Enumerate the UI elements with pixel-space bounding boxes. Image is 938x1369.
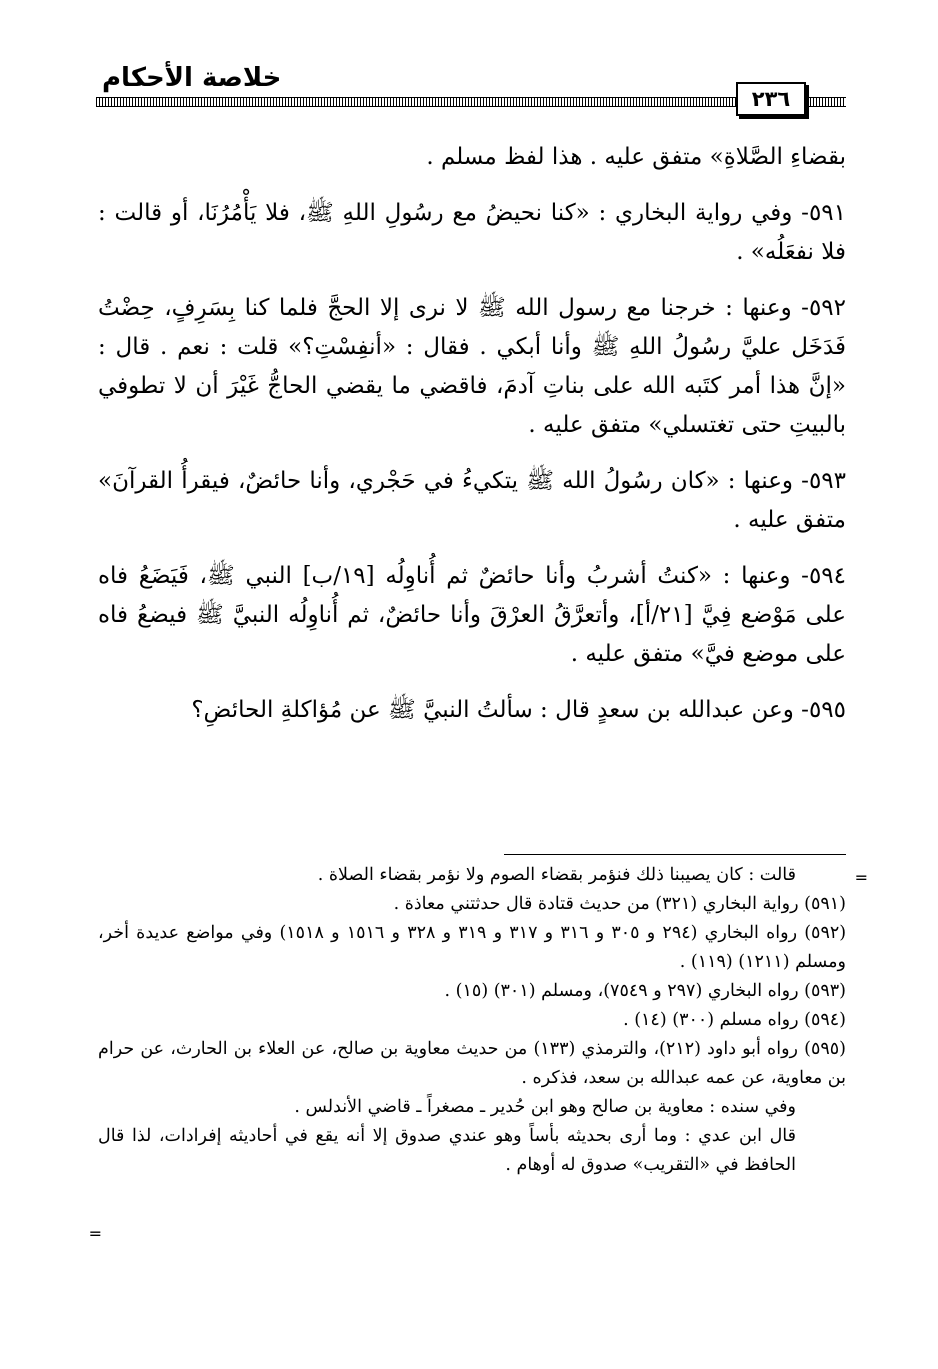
footnote-595-note-1: وفي سنده : معاوية بن صالح وهو ابن حُدير ـ مصغراً ـ قاضي الأندلس .: [294, 1097, 796, 1117]
main-text: [98, 138, 846, 747]
footnote-591: (٥٩١) رواية البخاري (٣٢١) من حديث قتادة قال حدثتني معاذة .: [393, 894, 846, 914]
footnote-rule: [504, 854, 846, 855]
running-header: [96, 58, 846, 118]
footnote-592: (٥٩٢) رواه البخاري (٢٩٤ و ٣٠٥ و ٣١٦ و ٣١٧ و ٣١٩ و ٣٢٨ و ١٥١٦ و ١٥١٨) وفي مواضع عديدة أخر، ومسلم (١٢١١) (١١٩) .: [98, 923, 847, 972]
footnote-continued: قالت : كان يصيبنا ذلك فنؤمر بقضاء الصوم ولا نؤمر بقضاء الصلاة .: [317, 865, 796, 885]
page-number: ٢٣٦: [736, 82, 806, 116]
footnote-593: (٥٩٣) رواه البخاري (٢٩٧ و ٧٥٤٩)، ومسلم (٣٠١) (١٥) .: [444, 981, 846, 1001]
footnote-595: (٥٩٥) رواه أبو داود (٢١٢)، والترمذي (١٣٣) من حديث معاوية بن صالح، عن العلاء بن الحارث، عن حرام بن معاوية، عن عمه عبدالله بن سعد، فذكره .: [98, 1039, 846, 1088]
hadith-591: ٥٩١- وفي رواية البخاري : «كنا نحيضُ مع رسُولِ اللهِ ﷺ، فلا يَأْمُرُنَا، أو قالت : فلا نفعَلُه» .: [98, 200, 846, 265]
paragraph-continuation: بقضاءِ الصَّلاةِ» متفق عليه . هذا لفظ مسلم .: [426, 144, 846, 170]
hadith-593: ٥٩٣- وعنها : «كان رسُولُ الله ﷺ يتكيءُ في حَجْري، وأنا حائضٌ، فيقرأُ القرآنَ» متفق عليه .: [98, 468, 846, 533]
footnote-595-note-2: قال ابن عدي : وما أرى بحديثه بأساً وهو عندي صدوق إلا أنه يقع في أحاديثه إفرادات، لذا قال الحافظ في «التقريب» صدوق له أوهام .: [98, 1126, 796, 1175]
book-title: خلاصة الأحكام: [100, 60, 289, 96]
hadith-592: ٥٩٢- وعنها : خرجنا مع رسول الله ﷺ لا نرى إلا الحجَّ فلما كنا بِسَرِفٍ، حِضْتُ فَدَخَل عليَّ رسُولُ اللهِ ﷺ وأنا أبكي . فقال : «أنفِسْتِ؟» قلت : نعم . قال : «إنَّ هذا أمر كتَبه الله على بناتِ آدمَ، فاقضي ما يقضي الحاجُّ غَيْرَ أن لا تطوفي بالبيتِ حتى تغتسلي» متفق عليه .: [98, 295, 846, 438]
footnotes: [98, 854, 846, 1180]
continuation-mark-bottom: =: [88, 1224, 102, 1243]
hadith-594: ٥٩٤- وعنها : «كنتُ أشربُ وأنا حائضٌ ثم أُناوِلُه [١٩/ب] النبي ﷺ، فَيَضَعُ فاه على مَوْضع فِيَّ [٢١/أ]، وأتعرَّقُ العرْقَ وأنا حائضٌ، ثم أُناوِلُه النبيَّ ﷺ فيضعُ فاه على موضع فيَّ» متفق عليه .: [98, 563, 846, 667]
header-rule: [96, 97, 846, 107]
footnote-594: (٥٩٤) رواه مسلم (٣٠٠) (١٤) .: [623, 1010, 846, 1030]
continuation-mark-top: =: [854, 868, 868, 887]
hadith-595: ٥٩٥- وعن عبدالله بن سعدٍ قال : سألتُ النبيَّ ﷺ عن مُؤاكلةِ الحائضِ؟: [191, 697, 846, 723]
